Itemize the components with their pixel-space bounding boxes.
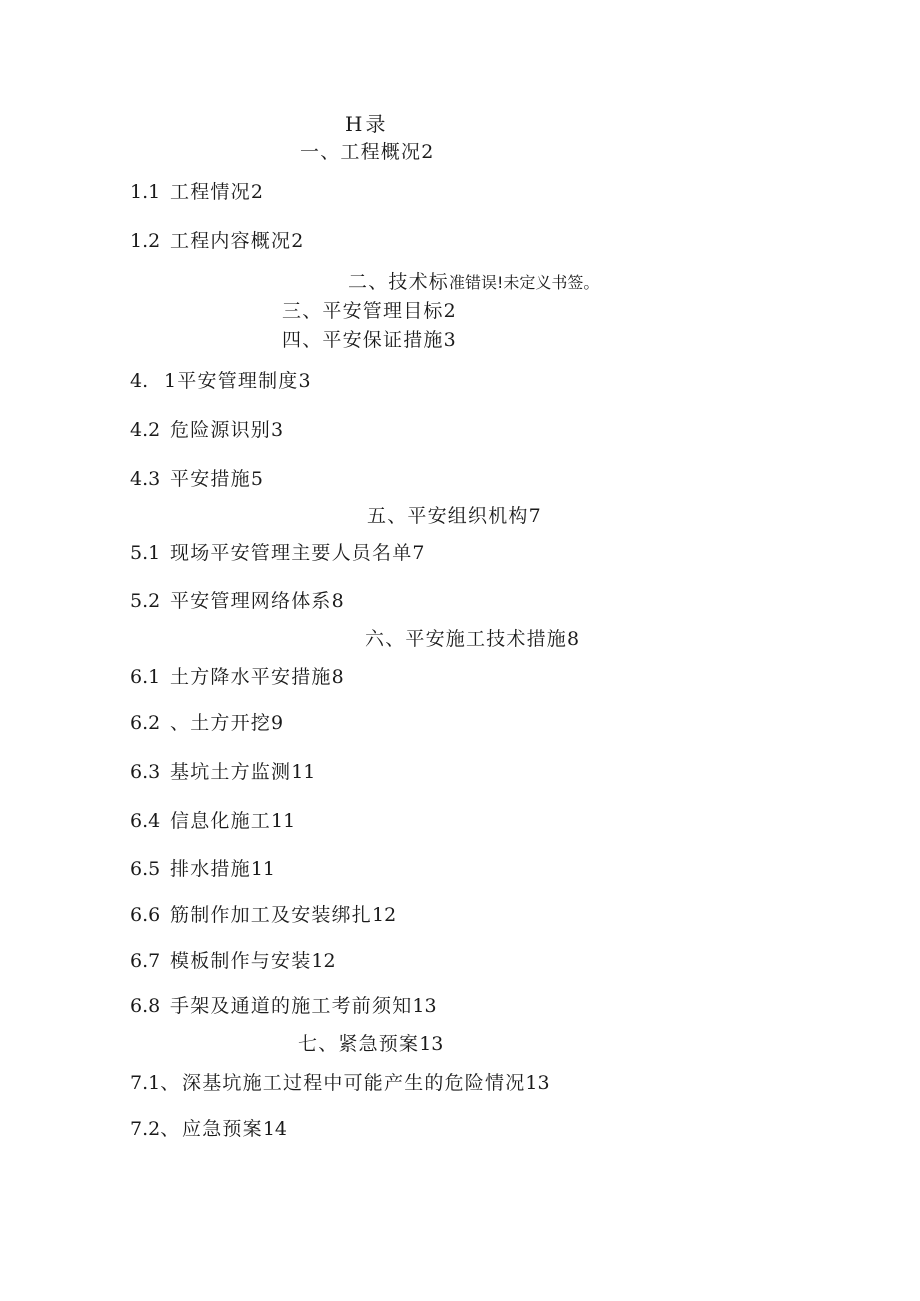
toc-section-label: 五、平安组织机构	[367, 505, 529, 527]
toc-entry-number: 1.2	[130, 230, 161, 252]
toc-entry-label: 深基坑施工过程中可能产生的危险情况	[182, 1072, 526, 1094]
toc-entry-number: 1.1	[130, 181, 161, 203]
toc-page-number: 11	[250, 858, 275, 880]
toc-entry-6-6[interactable]	[130, 903, 396, 927]
toc-title	[345, 112, 388, 136]
toc-page-number: 14	[262, 1118, 287, 1140]
toc-entry-label: 应急预案	[182, 1118, 263, 1140]
toc-entry-5-2[interactable]	[130, 589, 344, 613]
toc-page-number: 7	[412, 542, 425, 564]
toc-section-2[interactable]	[348, 270, 599, 295]
toc-page-number: 2	[250, 181, 263, 203]
toc-page-number: 3	[298, 370, 311, 392]
toc-entry-number: 6.8	[130, 995, 161, 1017]
bookmark-error-text: 准错误!未定义书签。	[449, 273, 600, 292]
toc-entry-6-5[interactable]	[130, 857, 275, 881]
toc-page-number: 8	[331, 666, 344, 688]
toc-entry-number: 4.	[130, 370, 149, 392]
toc-entry-1-1[interactable]	[130, 180, 263, 204]
toc-entry-7-2[interactable]	[130, 1117, 287, 1141]
toc-title-text: H录	[345, 112, 389, 136]
toc-entry-number: 7.1、	[130, 1072, 180, 1094]
toc-entry-6-2[interactable]	[130, 711, 283, 735]
toc-entry-5-1[interactable]	[130, 541, 425, 565]
toc-entry-number: 6.5	[130, 858, 161, 880]
toc-page-number: 12	[311, 950, 336, 972]
toc-entry-label: 筋制作加工及安装绑扎	[170, 904, 373, 926]
toc-entry-number: 6.7	[130, 950, 161, 972]
toc-section-label: 三、平安管理目标	[282, 300, 444, 322]
toc-section-6[interactable]	[365, 627, 579, 651]
toc-entry-label: 现场平安管理主要人员名单	[170, 542, 413, 564]
toc-page-number: 2	[443, 300, 456, 322]
toc-page-number: 13	[412, 995, 437, 1017]
toc-entry-number: 6.1	[130, 666, 161, 688]
toc-entry-number: 7.2、	[130, 1118, 180, 1140]
toc-section-label: 二、技术标	[348, 271, 450, 293]
toc-entry-4-1[interactable]	[130, 369, 311, 393]
toc-page-number: 9	[271, 712, 284, 734]
toc-entry-label: 模板制作与安装	[170, 950, 312, 972]
toc-page-number: 5	[250, 468, 263, 490]
toc-entry-label: 工程内容概况	[170, 230, 292, 252]
toc-section-label: 一、工程概况	[300, 141, 422, 163]
toc-entry-label: 工程情况	[170, 181, 251, 203]
toc-entry-number: 6.6	[130, 904, 161, 926]
toc-page-number: 8	[331, 590, 344, 612]
toc-entry-label: 基坑土方监测	[170, 761, 292, 783]
toc-section-label: 七、紧急预案	[298, 1033, 420, 1055]
toc-entry-number: 4.3	[130, 468, 161, 490]
toc-entry-4-2[interactable]	[130, 418, 283, 442]
toc-page-number: 11	[271, 810, 296, 832]
toc-entry-4-3[interactable]	[130, 467, 263, 491]
toc-section-3[interactable]	[282, 299, 456, 323]
toc-entry-6-3[interactable]	[130, 760, 315, 784]
toc-entry-label: 、土方开挖	[170, 712, 272, 734]
toc-page-number: 3	[443, 329, 456, 351]
toc-page-number: 12	[372, 904, 397, 926]
toc-entry-label: 平安管理网络体系	[170, 590, 332, 612]
toc-page-number: 13	[419, 1033, 444, 1055]
toc-section-label: 六、平安施工技术措施	[365, 628, 568, 650]
toc-entry-6-8[interactable]	[130, 994, 437, 1018]
toc-entry-number: 6.4	[130, 810, 161, 832]
toc-entry-label: 土方降水平安措施	[170, 666, 332, 688]
toc-section-5[interactable]	[367, 504, 541, 528]
toc-page-number: 3	[271, 419, 284, 441]
toc-page-number: 8	[567, 628, 580, 650]
toc-page-number: 2	[291, 230, 304, 252]
toc-section-1[interactable]	[300, 140, 433, 164]
toc-entry-1-2[interactable]	[130, 229, 303, 253]
toc-entry-label: 危险源识别	[170, 419, 272, 441]
toc-entry-number: 5.1	[130, 542, 161, 564]
toc-page-number: 11	[291, 761, 316, 783]
toc-section-label: 四、平安保证措施	[282, 329, 444, 351]
toc-entry-7-1[interactable]	[130, 1071, 550, 1095]
toc-entry-number: 6.3	[130, 761, 161, 783]
toc-entry-6-1[interactable]	[130, 665, 344, 689]
toc-entry-label: 平安措施	[170, 468, 251, 490]
toc-entry-label: 排水措施	[170, 858, 251, 880]
toc-entry-number: 4.2	[130, 419, 161, 441]
toc-entry-6-4[interactable]	[130, 809, 295, 833]
toc-section-7[interactable]	[298, 1032, 443, 1056]
toc-entry-6-7[interactable]	[130, 949, 336, 973]
toc-entry-number: 6.2	[130, 712, 161, 734]
toc-entry-label: 手架及通道的施工考前须知	[170, 995, 413, 1017]
toc-page-number: 13	[525, 1072, 550, 1094]
toc-page-number: 7	[528, 505, 541, 527]
toc-page-number: 2	[421, 141, 434, 163]
toc-entry-label: 1平安管理制度	[164, 370, 299, 392]
toc-entry-label: 信息化施工	[170, 810, 272, 832]
toc-entry-number: 5.2	[130, 590, 161, 612]
toc-section-4[interactable]	[282, 328, 456, 352]
